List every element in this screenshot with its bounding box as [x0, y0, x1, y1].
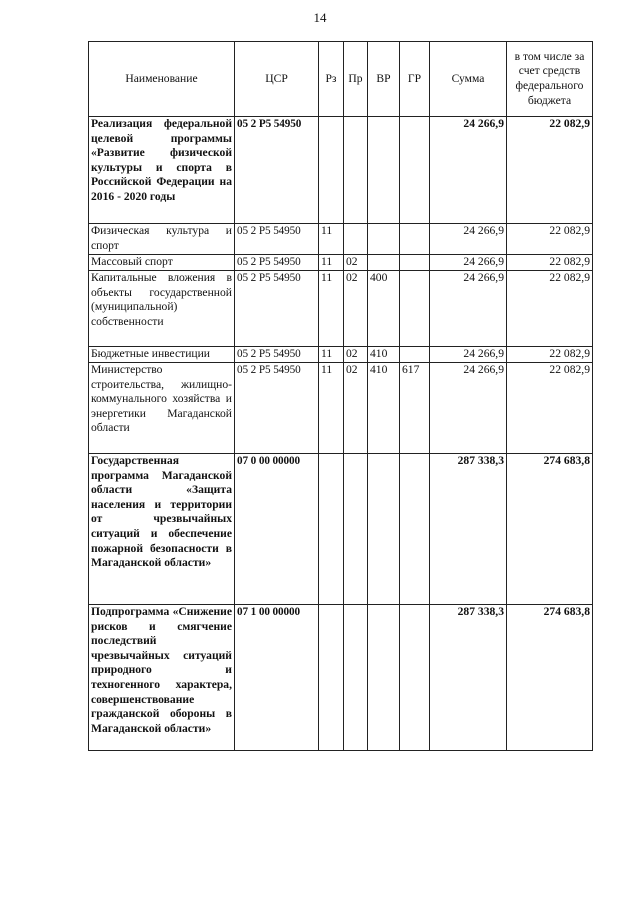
row-sum: 24 266,9 — [430, 271, 507, 347]
row-name: Реализация федеральной целевой программы «Развитие физической культуры и спорта в Российской Федерации на 2016 - 2020 годы — [89, 117, 235, 224]
row-csr: 05 2 P5 54950 — [235, 347, 319, 363]
row-rz — [319, 605, 344, 751]
row-csr: 05 2 P5 54950 — [235, 271, 319, 347]
budget-table — [88, 41, 593, 751]
row-vr — [368, 117, 400, 224]
row-vr — [368, 454, 400, 605]
header-rz: Рз — [319, 42, 344, 117]
row-csr: 05 2 P5 54950 — [235, 224, 319, 255]
table-row — [89, 255, 593, 271]
row-name: Министерство строительства, жилищно-коммунального хозяйства и энергетики Магаданской области — [89, 363, 235, 454]
row-csr: 05 2 P5 54950 — [235, 117, 319, 224]
table-row — [89, 605, 593, 751]
row-name: Капитальные вложения в объекты государственной (муниципальной) собственности — [89, 271, 235, 347]
row-csr: 07 0 00 00000 — [235, 454, 319, 605]
row-rz — [319, 454, 344, 605]
row-rz: 11 — [319, 363, 344, 454]
row-name: Бюджетные инвестиции — [89, 347, 235, 363]
row-vr — [368, 224, 400, 255]
row-pr: 02 — [344, 255, 368, 271]
row-vr: 410 — [368, 363, 400, 454]
header-federal: в том числе за счет средств федерального бюджета — [507, 42, 593, 117]
row-vr: 400 — [368, 271, 400, 347]
row-gr — [400, 117, 430, 224]
table-row — [89, 271, 593, 347]
table-header-row — [89, 42, 593, 117]
row-gr — [400, 271, 430, 347]
row-pr — [344, 454, 368, 605]
row-pr: 02 — [344, 271, 368, 347]
row-rz: 11 — [319, 271, 344, 347]
row-gr — [400, 255, 430, 271]
row-gr — [400, 347, 430, 363]
row-sum: 287 338,3 — [430, 454, 507, 605]
row-csr: 05 2 P5 54950 — [235, 363, 319, 454]
row-sum: 24 266,9 — [430, 255, 507, 271]
header-sum: Сумма — [430, 42, 507, 117]
row-gr — [400, 605, 430, 751]
row-name: Государственная программа Магаданской области «Защита населения и территории от чрезвычайных ситуаций и обеспечение пожарной безопасности в Магаданской области» — [89, 454, 235, 605]
row-rz: 11 — [319, 224, 344, 255]
row-name: Массовый спорт — [89, 255, 235, 271]
row-rz: 11 — [319, 255, 344, 271]
row-vr — [368, 605, 400, 751]
row-vr: 410 — [368, 347, 400, 363]
header-csr: ЦСР — [235, 42, 319, 117]
row-federal: 274 683,8 — [507, 605, 593, 751]
row-sum: 24 266,9 — [430, 347, 507, 363]
header-pr: Пр — [344, 42, 368, 117]
header-vr: ВР — [368, 42, 400, 117]
row-federal: 22 082,9 — [507, 363, 593, 454]
row-federal: 274 683,8 — [507, 454, 593, 605]
header-name: Наименование — [89, 42, 235, 117]
table-row — [89, 454, 593, 605]
row-name: Подпрограмма «Снижение рисков и смягчение последствий чрезвычайных ситуаций природного и техногенного характера, совершенствование гражданской обороны в Магаданской области» — [89, 605, 235, 751]
row-federal: 22 082,9 — [507, 224, 593, 255]
table-row — [89, 363, 593, 454]
table-row — [89, 224, 593, 255]
table-row — [89, 347, 593, 363]
row-pr: 02 — [344, 363, 368, 454]
row-pr — [344, 605, 368, 751]
row-pr — [344, 117, 368, 224]
row-federal: 22 082,9 — [507, 255, 593, 271]
row-csr: 05 2 P5 54950 — [235, 255, 319, 271]
row-federal: 22 082,9 — [507, 117, 593, 224]
row-name: Физическая культура и спорт — [89, 224, 235, 255]
row-gr — [400, 454, 430, 605]
row-csr: 07 1 00 00000 — [235, 605, 319, 751]
row-sum: 287 338,3 — [430, 605, 507, 751]
page-number: 14 — [313, 10, 327, 25]
row-vr — [368, 255, 400, 271]
row-pr — [344, 224, 368, 255]
row-rz — [319, 117, 344, 224]
row-rz: 11 — [319, 347, 344, 363]
row-gr: 617 — [400, 363, 430, 454]
header-gr: ГР — [400, 42, 430, 117]
row-federal: 22 082,9 — [507, 271, 593, 347]
row-sum: 24 266,9 — [430, 224, 507, 255]
row-gr — [400, 224, 430, 255]
row-federal: 22 082,9 — [507, 347, 593, 363]
row-pr: 02 — [344, 347, 368, 363]
table-row — [89, 117, 593, 224]
row-sum: 24 266,9 — [430, 117, 507, 224]
row-sum: 24 266,9 — [430, 363, 507, 454]
